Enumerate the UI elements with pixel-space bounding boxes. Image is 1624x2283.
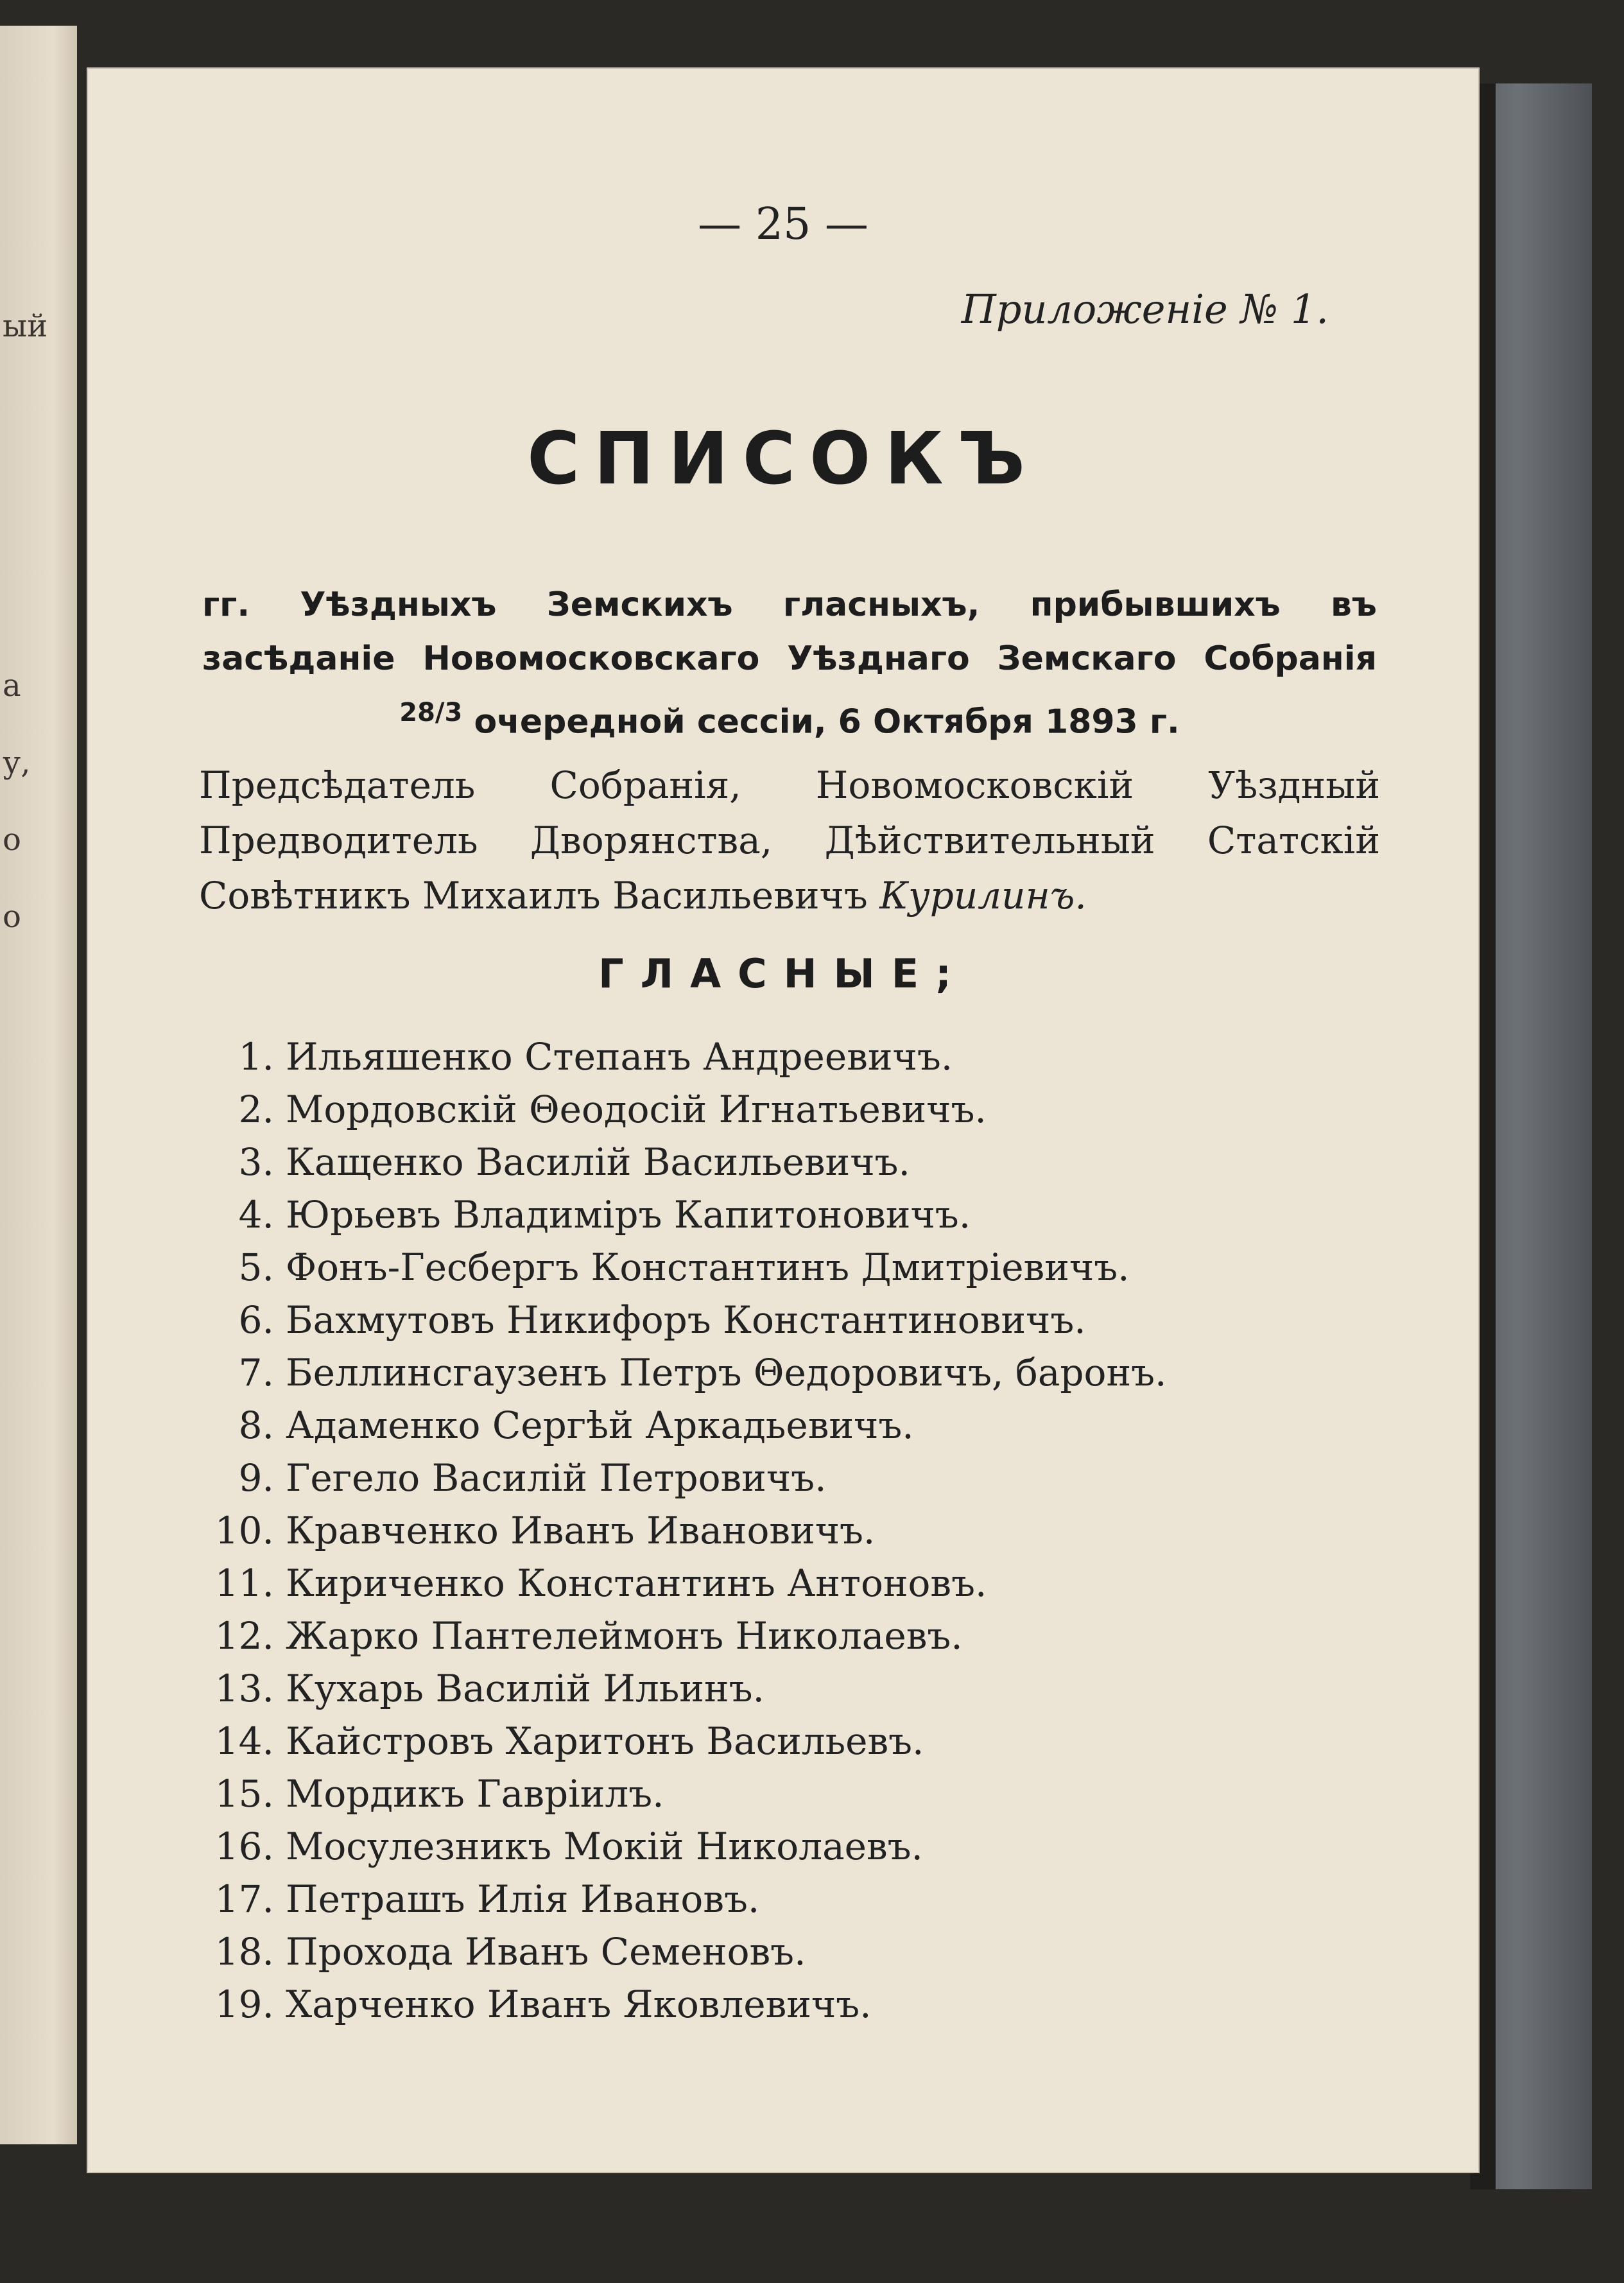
list-item-name: Фонъ-Гесбергъ Константинъ Дмитріевичъ. xyxy=(286,1246,1130,1289)
list-item-number: 13. xyxy=(214,1667,274,1710)
list-item-name: Адаменко Сергѣй Аркадьевичъ. xyxy=(286,1403,914,1447)
chairman-paragraph xyxy=(199,758,1380,923)
list-item-name: Беллинсгаузенъ Петръ Θедоровичъ, баронъ. xyxy=(286,1351,1167,1394)
list-item-name: Мосулезникъ Мокій Николаевъ. xyxy=(286,1825,923,1868)
list-item-number: 17. xyxy=(214,1877,274,1921)
list-item xyxy=(196,1873,1351,1925)
list-item xyxy=(196,1715,1351,1767)
previous-page-edge xyxy=(0,26,77,2144)
chairman-text: Предсѣдатель Собранія, Новомосковскій Уѣздный Предводитель Дворянства, Дѣйствительный Статскій Совѣтникъ Михаилъ Васильевичъ xyxy=(199,763,1380,917)
list-item-number: 9. xyxy=(238,1456,274,1500)
page-number: — 25 — xyxy=(698,199,868,250)
list-item xyxy=(196,1662,1351,1715)
list-item-name: Прохода Иванъ Семеновъ. xyxy=(286,1930,806,1974)
members-list xyxy=(196,1030,1351,2031)
list-item-name: Кухарь Василій Ильинъ. xyxy=(286,1667,764,1710)
previous-page-fragment: о xyxy=(3,899,21,935)
list-item-name: Кащенко Василій Васильевичъ. xyxy=(286,1140,910,1184)
list-item-name: Мордовскій Θеодосій Игнатьевичъ. xyxy=(286,1088,987,1131)
subtitle-fraction: 28/3 xyxy=(399,698,463,727)
list-item xyxy=(196,1188,1351,1241)
document-page xyxy=(87,67,1480,2173)
list-item xyxy=(196,1557,1351,1610)
list-item xyxy=(196,1820,1351,1873)
list-item-number: 10. xyxy=(214,1509,274,1552)
list-item-number: 11. xyxy=(214,1561,274,1605)
list-item-number: 4. xyxy=(238,1193,274,1237)
list-item-name: Бахмутовъ Никифоръ Константиновичъ. xyxy=(286,1298,1086,1342)
list-item-number: 7. xyxy=(238,1351,274,1394)
list-item-number: 15. xyxy=(214,1772,274,1816)
list-item xyxy=(196,1083,1351,1136)
list-item-number: 5. xyxy=(238,1246,274,1289)
list-item xyxy=(196,1294,1351,1346)
list-item-number: 3. xyxy=(238,1140,274,1184)
list-item-number: 1. xyxy=(238,1035,274,1079)
document-subtitle xyxy=(202,578,1377,749)
list-item-number: 18. xyxy=(214,1930,274,1974)
list-item xyxy=(196,1399,1351,1452)
subtitle-end: очередной сессіи, 6 Октября 1893 г. xyxy=(474,702,1180,742)
list-item xyxy=(196,1452,1351,1504)
list-item xyxy=(196,1610,1351,1662)
list-item-name: Кайстровъ Харитонъ Васильевъ. xyxy=(286,1719,924,1763)
previous-page-fragment: о xyxy=(3,822,21,858)
list-item-name: Гегело Василій Петровичъ. xyxy=(286,1456,827,1500)
list-item-name: Харченко Иванъ Яковлевичъ. xyxy=(286,1983,872,2026)
list-item-name: Юрьевъ Владиміръ Капитоновичъ. xyxy=(286,1193,971,1237)
previous-page-fragment: ый xyxy=(3,308,48,344)
previous-page-fragment: у, xyxy=(3,745,31,781)
list-item-number: 19. xyxy=(214,1983,274,2026)
list-item xyxy=(196,1030,1351,1083)
list-item-name: Кириченко Константинъ Антоновъ. xyxy=(286,1561,987,1605)
list-item-name: Кравченко Иванъ Ивановичъ. xyxy=(286,1509,876,1552)
previous-page-text xyxy=(0,26,48,2144)
list-item xyxy=(196,1136,1351,1188)
section-heading: ГЛАСНЫЕ; xyxy=(598,950,968,997)
list-item-name: Ильяшенко Степанъ Андреевичъ. xyxy=(286,1035,953,1079)
list-item-number: 16. xyxy=(214,1825,274,1868)
list-item-name: Жарко Пантелеймонъ Николаевъ. xyxy=(286,1614,963,1658)
list-item xyxy=(196,1978,1351,2031)
list-item xyxy=(196,1346,1351,1399)
list-item xyxy=(196,1241,1351,1294)
appendix-label: Приложеніе № 1. xyxy=(961,286,1329,333)
document-title: СПИСОКЪ xyxy=(527,417,1039,501)
previous-page-fragment: а xyxy=(3,668,21,704)
list-item xyxy=(196,1767,1351,1820)
list-item-number: 2. xyxy=(238,1088,274,1131)
list-item xyxy=(196,1504,1351,1557)
subtitle-main: гг. Уѣздныхъ Земскихъ гласныхъ, прибывшихъ въ засѣданіе Новомосковскаго Уѣзднаго Земскаго Собранія xyxy=(202,586,1377,678)
list-item-number: 14. xyxy=(214,1719,274,1763)
list-item-number: 12. xyxy=(214,1614,274,1658)
list-item-number: 8. xyxy=(238,1403,274,1447)
list-item-name: Мордикъ Гавріилъ. xyxy=(286,1772,664,1816)
list-item-name: Петрашъ Илія Ивановъ. xyxy=(286,1877,760,1921)
list-item-number: 6. xyxy=(238,1298,274,1342)
chairman-surname: Курилинъ. xyxy=(879,874,1087,917)
list-item xyxy=(196,1925,1351,1978)
